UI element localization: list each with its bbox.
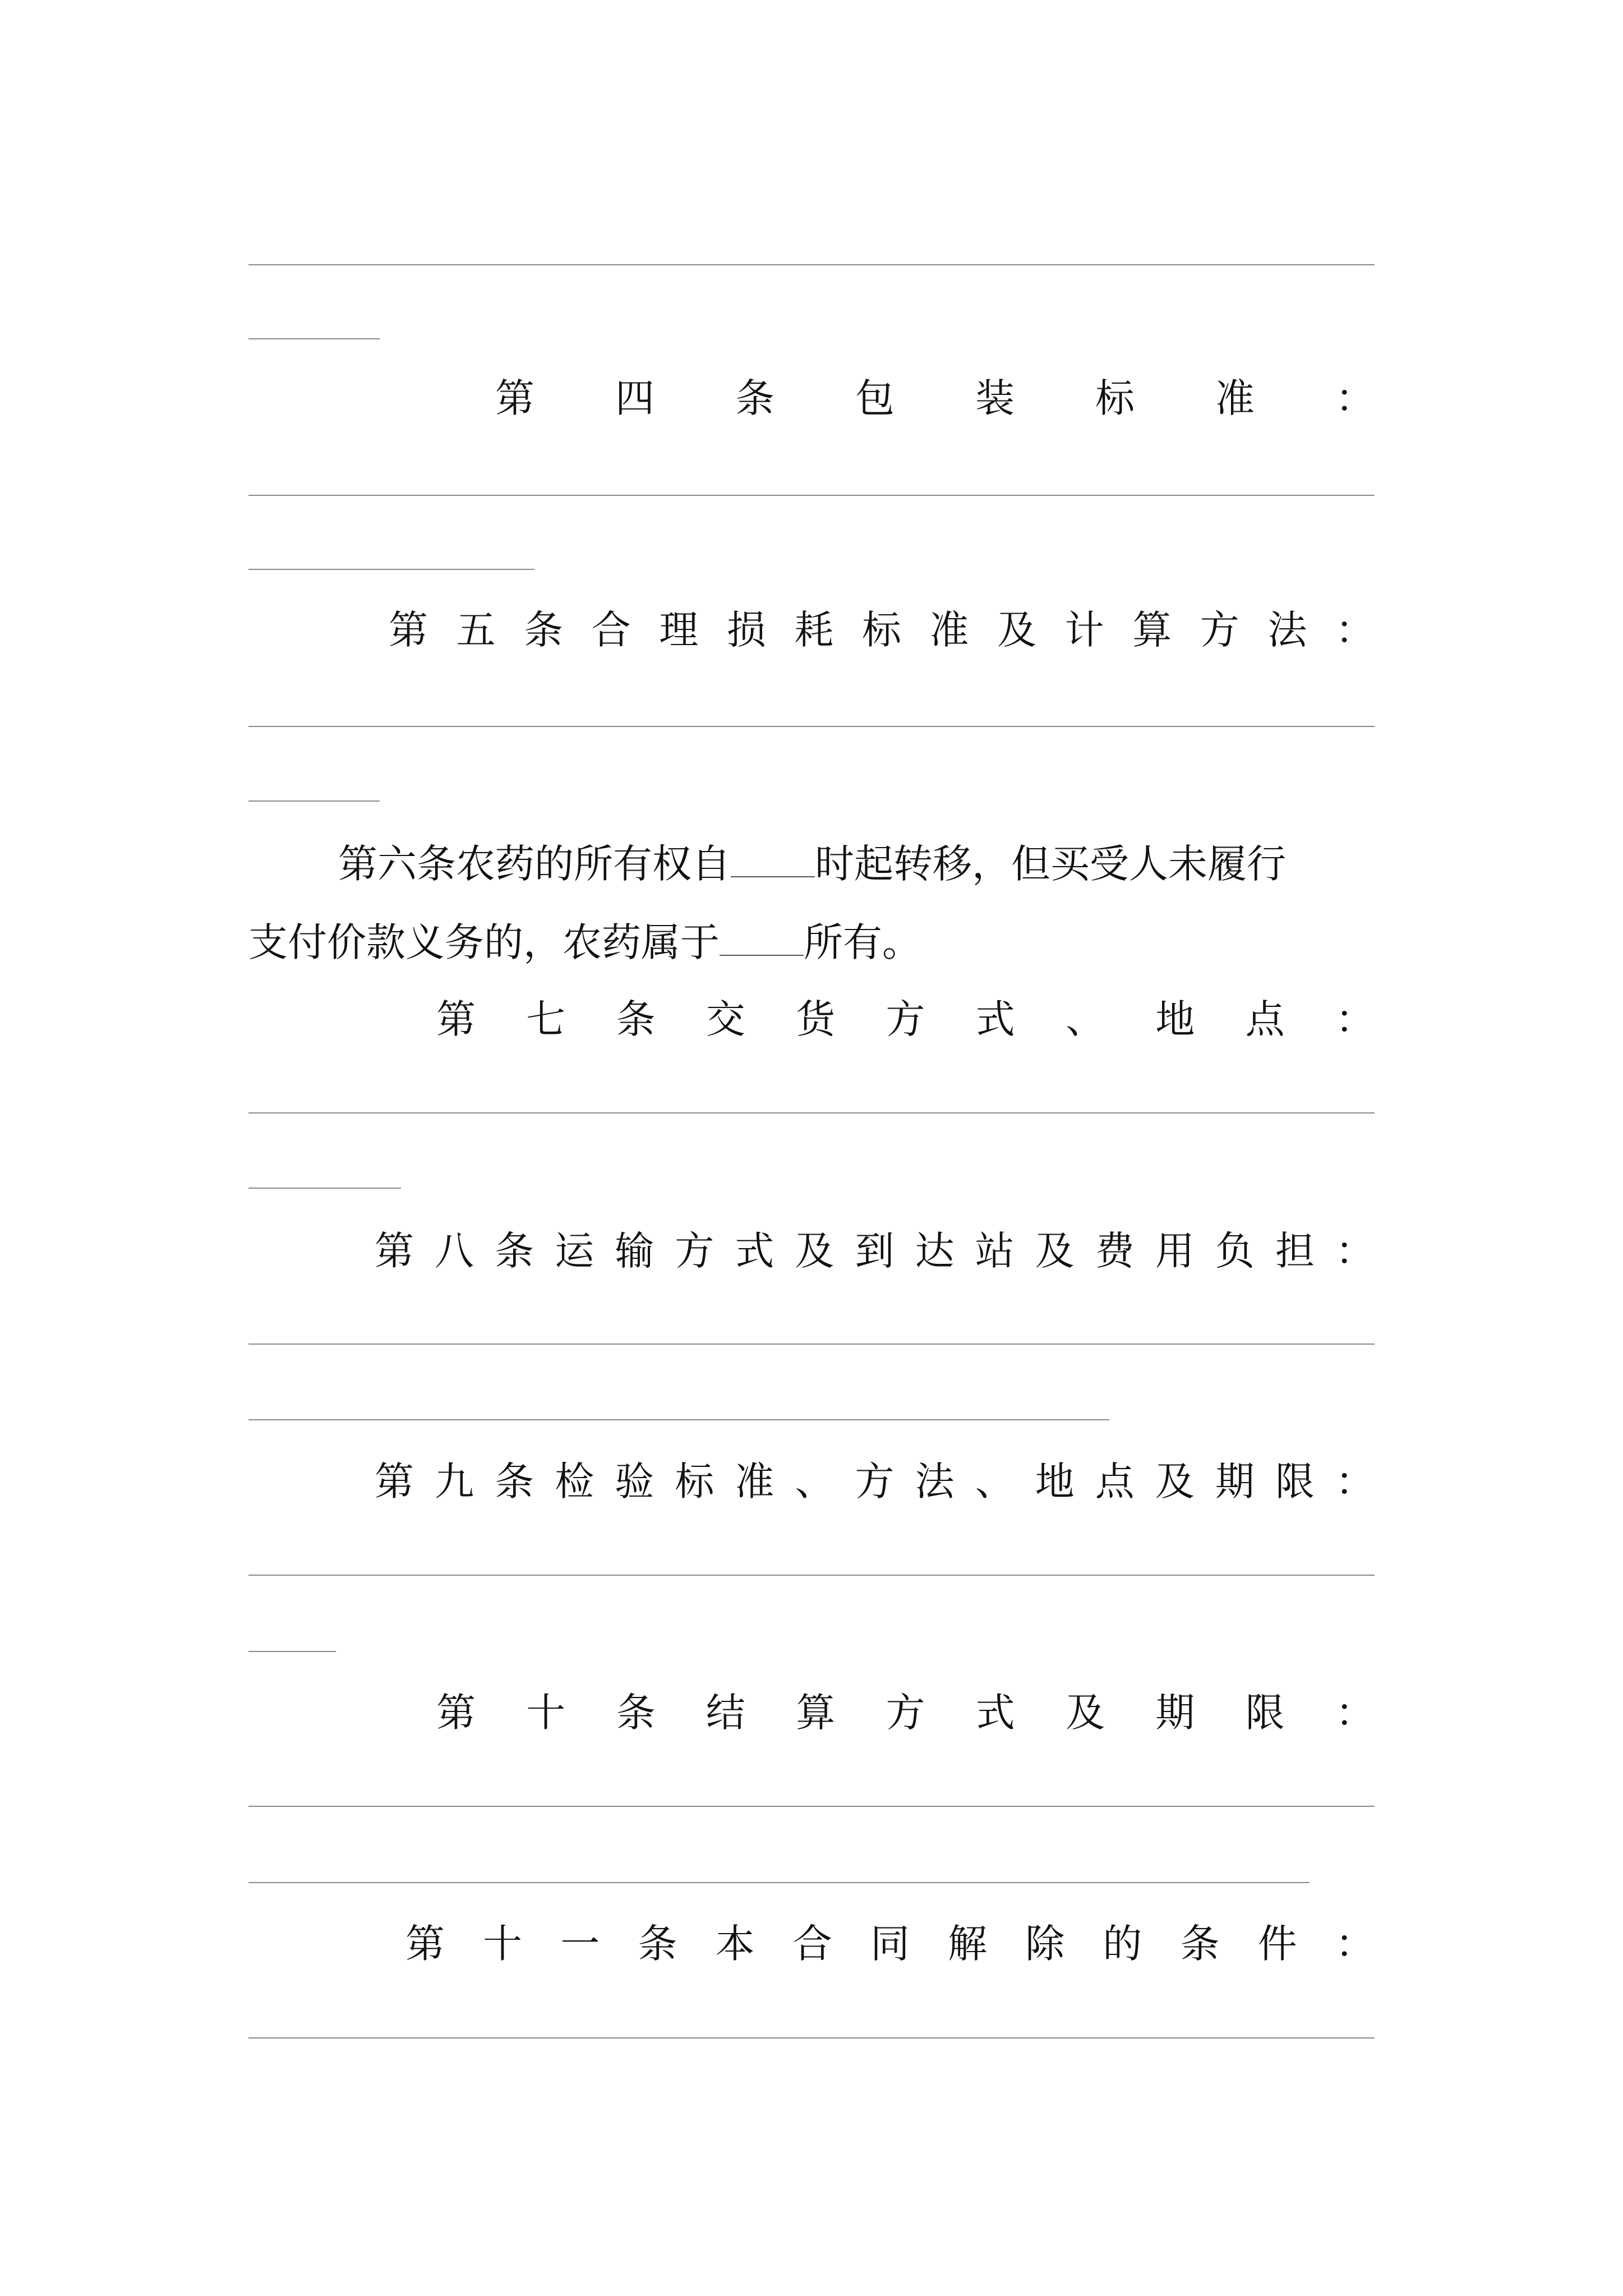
- blank-field[interactable]: [731, 843, 815, 877]
- heading-char: 式: [975, 1690, 1015, 1736]
- heading-char: ：: [1335, 607, 1375, 653]
- heading-char: 五: [456, 607, 496, 653]
- heading-char: 条: [638, 1921, 677, 1967]
- heading-char: 算: [796, 1690, 836, 1736]
- heading-char: 地: [1035, 1458, 1075, 1504]
- fill-line-short: [248, 800, 380, 802]
- heading-char: 式: [735, 1228, 774, 1274]
- heading-char: 及: [1155, 1458, 1195, 1504]
- heading-char: 限: [1245, 1690, 1285, 1736]
- fill-line: [248, 264, 1375, 265]
- heading-char: 理: [659, 607, 699, 653]
- heading-char: 方: [1200, 607, 1239, 653]
- fill-line: [248, 1343, 1375, 1345]
- article-6-paragraph: [248, 825, 1387, 982]
- heading-char: 、: [975, 1458, 1015, 1504]
- heading-char: 条: [524, 607, 564, 653]
- heading-char: 四: [615, 375, 654, 421]
- heading-char: 担: [1275, 1228, 1315, 1274]
- heading-char: 及: [795, 1228, 834, 1274]
- heading-char: 法: [915, 1458, 955, 1504]
- heading-char: 点: [1095, 1458, 1135, 1504]
- heading-char: 八: [435, 1228, 474, 1274]
- heading-char: 第: [436, 996, 476, 1042]
- heading-char: 除: [1025, 1921, 1065, 1967]
- article-6-text-b: 时起转移，但买受人未履行: [815, 841, 1286, 887]
- heading-char: 算: [1132, 607, 1172, 653]
- heading-char: 方: [886, 996, 925, 1042]
- heading-char: 标: [1095, 375, 1135, 421]
- heading-char: 货: [796, 996, 836, 1042]
- heading-char: 验: [615, 1458, 654, 1504]
- heading-char: 第: [495, 375, 534, 421]
- heading-char: 标: [675, 1458, 714, 1504]
- heading-char: 及: [1066, 1690, 1105, 1736]
- heading-char: ：: [1335, 996, 1375, 1042]
- heading-char: 条: [735, 375, 774, 421]
- heading-char: 达: [915, 1228, 955, 1274]
- heading-char: 件: [1257, 1921, 1297, 1967]
- heading-char: 方: [855, 1458, 895, 1504]
- fill-line-short: [248, 1419, 1109, 1420]
- article-6-text-c: 支付价款义务的，农药属于: [248, 919, 720, 965]
- heading-char: ：: [1335, 1690, 1375, 1736]
- heading-char: ：: [1335, 1921, 1375, 1967]
- heading-char: 准: [1215, 375, 1255, 421]
- heading-char: 条: [1180, 1921, 1220, 1967]
- heading-char: 条: [495, 1458, 534, 1504]
- article-5-heading: [248, 602, 1375, 658]
- heading-char: 及: [997, 607, 1037, 653]
- heading-char: 式: [975, 996, 1015, 1042]
- fill-line: [248, 1112, 1375, 1114]
- heading-char: 期: [1215, 1458, 1255, 1504]
- heading-char: 第: [405, 1921, 445, 1967]
- heading-char: 第: [389, 607, 428, 653]
- heading-char: 七: [526, 996, 566, 1042]
- heading-char: 运: [555, 1228, 594, 1274]
- heading-char: 十: [526, 1690, 566, 1736]
- heading-char: 条: [495, 1228, 534, 1274]
- heading-char: 装: [975, 375, 1015, 421]
- heading-char: 十: [483, 1921, 523, 1967]
- article-6-line-1: [248, 825, 1387, 903]
- article-6-text-a: 第六条农药的所有权自: [338, 841, 731, 887]
- heading-char: ：: [1335, 1228, 1375, 1274]
- heading-char: 用: [1155, 1228, 1195, 1274]
- article-6-text-d: 所有。: [804, 919, 921, 965]
- heading-char: 标: [861, 607, 901, 653]
- heading-char: ：: [1335, 1458, 1375, 1504]
- fill-line-short: [248, 1188, 401, 1189]
- heading-char: 同: [870, 1921, 910, 1967]
- heading-char: 解: [948, 1921, 988, 1967]
- heading-char: ：: [1335, 375, 1375, 421]
- article-6-line-2: [248, 903, 1387, 982]
- fill-line: [248, 1806, 1375, 1807]
- heading-char: 本: [715, 1921, 755, 1967]
- heading-char: 一: [560, 1921, 600, 1967]
- heading-char: 结: [706, 1690, 745, 1736]
- heading-char: 计: [1064, 607, 1104, 653]
- article-4-heading: [248, 370, 1375, 426]
- fill-line-short: [248, 1882, 1310, 1883]
- heading-char: 地: [1155, 996, 1195, 1042]
- heading-char: 站: [975, 1228, 1015, 1274]
- heading-char: 负: [1215, 1228, 1255, 1274]
- blank-field[interactable]: [720, 921, 804, 956]
- heading-char: 条: [616, 1690, 656, 1736]
- heading-char: 的: [1103, 1921, 1142, 1967]
- fill-line: [248, 2037, 1375, 2039]
- heading-char: 限: [1275, 1458, 1315, 1504]
- heading-char: 费: [1095, 1228, 1135, 1274]
- heading-char: 及: [1035, 1228, 1075, 1274]
- article-11-heading: [248, 1916, 1375, 1972]
- heading-char: 九: [435, 1458, 474, 1504]
- fill-line-short: [248, 1651, 336, 1652]
- heading-char: 点: [1245, 996, 1285, 1042]
- heading-char: 损: [726, 607, 766, 653]
- heading-char: 耗: [794, 607, 834, 653]
- heading-char: 检: [555, 1458, 594, 1504]
- heading-char: 、: [795, 1458, 834, 1504]
- fill-line-short: [248, 338, 380, 339]
- heading-char: 第: [436, 1690, 476, 1736]
- heading-char: 准: [929, 607, 969, 653]
- heading-char: 第: [375, 1228, 414, 1274]
- heading-char: 准: [735, 1458, 774, 1504]
- heading-char: 到: [855, 1228, 895, 1274]
- heading-char: 条: [616, 996, 656, 1042]
- article-7-heading: [248, 991, 1375, 1047]
- heading-char: 、: [1066, 996, 1105, 1042]
- heading-char: 第: [375, 1458, 414, 1504]
- fill-line: [248, 1575, 1375, 1576]
- heading-char: 合: [591, 607, 631, 653]
- heading-char: 方: [886, 1690, 925, 1736]
- heading-char: 包: [855, 375, 895, 421]
- fill-line: [248, 726, 1375, 727]
- heading-char: 期: [1155, 1690, 1195, 1736]
- article-10-heading: [248, 1685, 1375, 1741]
- heading-char: 交: [706, 996, 745, 1042]
- article-9-heading: [248, 1453, 1375, 1510]
- heading-char: 方: [675, 1228, 714, 1274]
- fill-line: [248, 495, 1375, 496]
- heading-char: 法: [1267, 607, 1307, 653]
- heading-char: 合: [792, 1921, 832, 1967]
- fill-line-short: [248, 569, 534, 570]
- heading-char: 输: [615, 1228, 654, 1274]
- article-8-heading: [248, 1223, 1375, 1279]
